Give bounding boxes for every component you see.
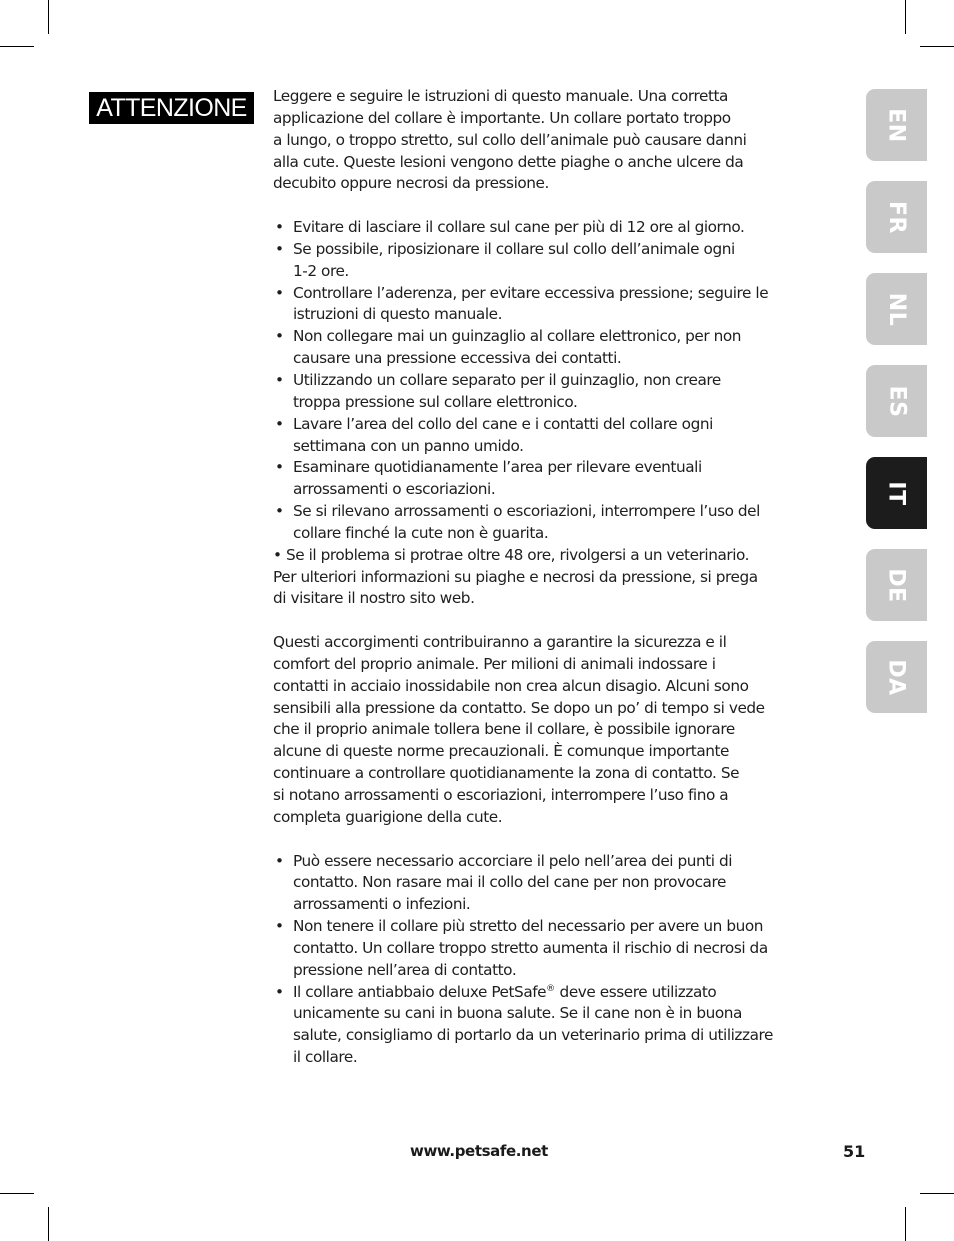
footer-url[interactable]: www.petsafe.net — [410, 1142, 548, 1160]
text-line: contatto. Non rasare mai il collo del cane per non provocare — [293, 873, 726, 892]
list-item — [273, 414, 829, 458]
crop-mark — [920, 1193, 954, 1194]
text-line: Questi accorgimenti contribuiranno a garantire la sicurezza e il — [273, 633, 727, 652]
text-line: alcune di queste norme precauzionali. È comunque importante — [273, 742, 730, 761]
text-line: Per ulteriori informazioni su piaghe e necrosi da pressione, si prega — [273, 567, 758, 586]
text-line: • Se possibile, riposizionare il collare sul collo dell’animale ogni — [293, 239, 735, 258]
list-item — [273, 217, 829, 239]
text-line: unicamente su cani in buona salute. Se il cane non è in buona — [293, 1004, 742, 1023]
crop-mark — [920, 46, 954, 47]
text-line: a lungo, o troppo stretto, sul collo dell’animale può causare danni — [273, 130, 747, 149]
text-line: • Non collegare mai un guinzaglio al collare elettronico, per non — [293, 327, 742, 346]
list-item — [273, 916, 829, 982]
list-item — [273, 851, 829, 917]
intro-paragraph — [273, 86, 829, 195]
tab-label: NL — [884, 292, 909, 326]
tab-nl[interactable] — [866, 273, 927, 345]
text-line: Leggere e seguire le istruzioni di questo manuale. Una corretta — [273, 87, 728, 105]
text-line: pressione nell’area di contatto. — [293, 960, 517, 979]
text-line: • Esaminare quotidianamente l’area per rilevare eventuali — [293, 458, 702, 477]
list-item — [273, 283, 829, 327]
text-line: il collare. — [293, 1048, 358, 1067]
text-line: si notano arrossamenti o escoriazioni, interrompere l’uso fino a — [273, 786, 729, 804]
tab-de[interactable] — [866, 549, 927, 621]
text-line: • Controllare l’aderenza, per evitare eccessiva pressione; seguire le — [293, 283, 769, 302]
tab-en[interactable] — [866, 89, 927, 161]
text-line: decubito oppure necrosi da pressione. — [273, 174, 549, 193]
text-line: istruzioni di questo manuale. — [293, 305, 502, 324]
text-line: • Può essere necessario accorciare il pelo nell’area dei punti di — [293, 851, 733, 870]
crop-mark — [48, 1207, 49, 1241]
crop-mark — [0, 1193, 34, 1194]
text-line: collare finché la cute non è guarita. — [293, 523, 549, 542]
text-line: settimana con un panno umido. — [293, 436, 524, 455]
text-line: contatti in acciaio inossidabile non crea alcun disagio. Alcuni sono — [273, 676, 749, 695]
tab-it[interactable] — [866, 457, 927, 529]
crop-mark — [905, 1207, 906, 1241]
brand-text: Il collare antiabbaio deluxe PetSafe — [293, 982, 547, 1001]
warning-label: ATTENZIONE — [89, 92, 254, 124]
tab-label: FR — [884, 200, 909, 234]
text-span: deve essere utilizzato — [555, 982, 717, 1001]
text-line: • Se si rilevano arrossamenti o escoriazioni, interrompere l’uso del — [293, 502, 760, 521]
last-bullet-line: • Se il problema si protrae oltre 48 ore, rivolgersi a un veterinario. — [273, 545, 750, 564]
text-line: salute, consigliamo di portarlo da un veterinario prima di utilizzare — [293, 1026, 773, 1045]
text-line: 1-2 ore. — [293, 261, 349, 280]
text-line: • Utilizzando un collare separato per il guinzaglio, non creare — [293, 370, 721, 389]
text-line: causare una pressione eccessiva dei contatti. — [293, 349, 622, 368]
tab-label: DA — [883, 658, 909, 696]
care-list — [273, 851, 829, 1069]
text-line — [293, 982, 829, 1004]
text-line: • Evitare di lasciare il collare sul cane per più di 12 ore al giorno. — [293, 218, 745, 237]
text-line: troppa pressione sul collare elettronico. — [293, 392, 578, 411]
text-line: arrossamenti o infezioni. — [293, 895, 471, 914]
tab-da[interactable] — [866, 641, 927, 713]
text-line: arrossamenti o escoriazioni. — [293, 480, 496, 499]
text-line: sensibili alla pressione da contatto. Se dopo un po’ di tempo si vede — [273, 698, 765, 717]
list-item — [273, 239, 829, 283]
text-line: continuare a controllare quotidianamente la zona di contatto. Se — [273, 764, 740, 783]
crop-mark — [48, 0, 49, 34]
text-line: completa guarigione della cute. — [273, 807, 503, 826]
list-item — [273, 501, 829, 545]
text-line: alla cute. Queste lesioni vengono dette piaghe o anche ulcere da — [273, 152, 744, 171]
tab-fr[interactable] — [866, 181, 927, 253]
list-item — [273, 457, 829, 501]
text-line: di visitare il nostro sito web. — [273, 589, 475, 608]
crop-mark — [905, 0, 906, 34]
tab-label: ES — [884, 385, 909, 417]
tab-label: DE — [883, 567, 909, 603]
text-line: comfort del proprio animale. Per milioni di animali indossare i — [273, 654, 716, 673]
tab-label: EN — [883, 107, 909, 143]
list-item — [273, 326, 829, 370]
tab-es[interactable] — [866, 365, 927, 437]
comfort-paragraph — [273, 632, 829, 829]
crop-mark — [0, 46, 34, 47]
text-line: • Lavare l’area del collo del cane e i contatti del collare ogni — [293, 414, 713, 433]
precaution-list — [273, 217, 829, 545]
text-line: applicazione del collare è importante. Un collare portato troppo — [273, 108, 731, 127]
text-line: contatto. Un collare troppo stretto aumenta il rischio di necrosi da — [293, 938, 768, 957]
tab-label: IT — [883, 480, 909, 506]
registered-mark: ® — [546, 983, 556, 994]
list-item — [273, 370, 829, 414]
page-number: 51 — [843, 1142, 866, 1161]
body-content — [273, 86, 829, 1069]
text-line: che il proprio animale tollera bene il collare, è possibile ignorare — [273, 720, 735, 739]
list-item — [273, 982, 829, 1069]
text-line: • Non tenere il collare più stretto del necessario per avere un buon — [293, 917, 763, 936]
